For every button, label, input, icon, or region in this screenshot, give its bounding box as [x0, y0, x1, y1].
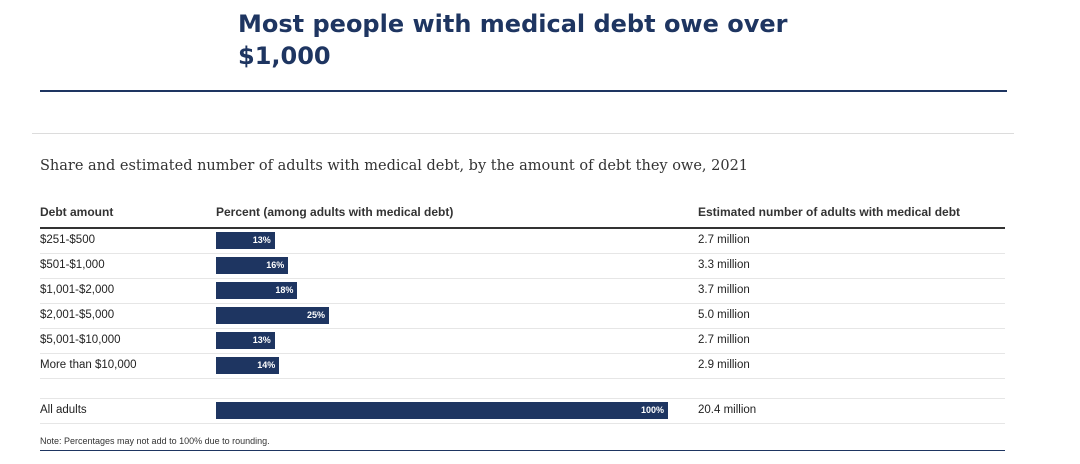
adult-count: 5.0 million [698, 309, 750, 321]
row-spacer [40, 379, 1005, 399]
total-percent-bar: 100% [216, 402, 668, 419]
percent-bar: 18% [216, 282, 297, 299]
table-row [40, 304, 1005, 329]
total-count: 20.4 million [698, 404, 757, 416]
footnote-text: Note: Percentages may not add to 100% due to rounding. [40, 436, 270, 446]
total-label: All adults [40, 404, 87, 416]
bar-track [216, 257, 668, 274]
debt-amount-label: $1,001-$2,000 [40, 284, 115, 296]
debt-amount-label: $2,001-$5,000 [40, 309, 115, 321]
adult-count: 2.7 million [698, 234, 750, 246]
table-row [40, 329, 1005, 354]
column-header-estimated-number: Estimated number of adults with medical debt [698, 205, 961, 219]
percent-bar: 13% [216, 332, 275, 349]
percent-bar: 13% [216, 232, 275, 249]
total-row [40, 399, 1005, 424]
adult-count: 2.7 million [698, 334, 750, 346]
table-row [40, 254, 1005, 279]
table-row [40, 279, 1005, 304]
chart-subtitle: Share and estimated number of adults with medical debt, by the amount of debt they owe, 2021 [40, 158, 749, 174]
adult-count: 2.9 million [698, 359, 750, 371]
footnote [40, 424, 1005, 451]
bar-track [216, 282, 668, 299]
column-header-debt-amount: Debt amount [40, 205, 114, 219]
bar-track [216, 357, 668, 374]
bar-track [216, 232, 668, 249]
table-header [40, 200, 1005, 229]
debt-amount-label: $251-$500 [40, 234, 95, 246]
column-header-percent: Percent (among adults with medical debt) [216, 205, 454, 219]
headline-divider [40, 90, 1007, 92]
table-row [40, 229, 1005, 254]
debt-amount-label: More than $10,000 [40, 359, 137, 371]
adult-count: 3.7 million [698, 284, 750, 296]
percent-bar: 16% [216, 257, 288, 274]
bar-track [216, 402, 668, 419]
bar-track [216, 332, 668, 349]
adult-count: 3.3 million [698, 259, 750, 271]
percent-bar: 25% [216, 307, 329, 324]
debt-table [40, 200, 1005, 451]
chart-headline: Most people with medical debt owe over $1,000 [238, 10, 788, 70]
percent-bar: 14% [216, 357, 279, 374]
section-divider [32, 133, 1014, 134]
bar-track [216, 307, 668, 324]
debt-amount-label: $5,001-$10,000 [40, 334, 121, 346]
table-row [40, 354, 1005, 379]
debt-amount-label: $501-$1,000 [40, 259, 105, 271]
